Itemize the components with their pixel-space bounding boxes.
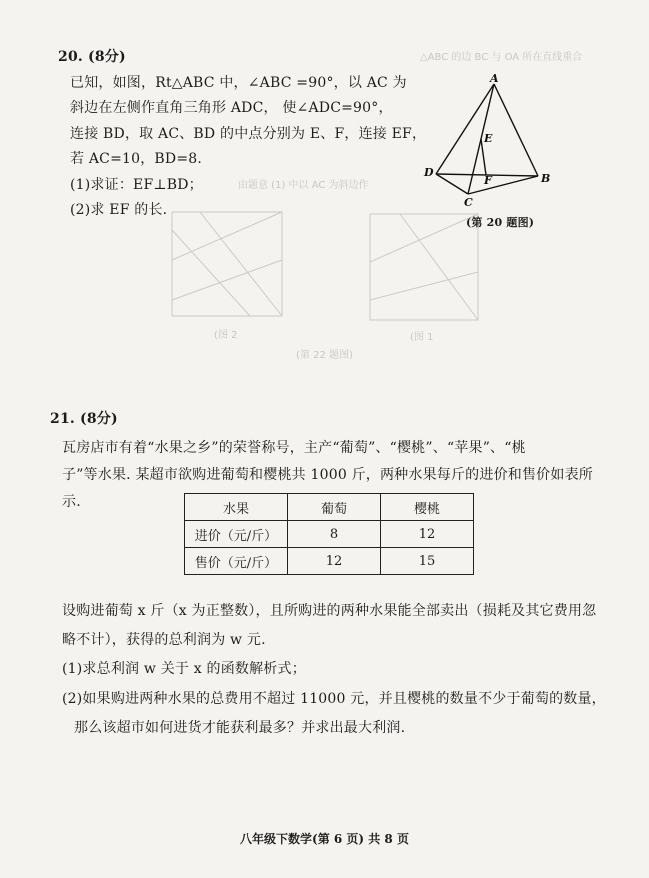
segment-CB (468, 176, 538, 194)
table-header-cell: 葡萄 (288, 494, 381, 521)
table-cell: 15 (381, 548, 474, 575)
q21-body-2: 略不计），获得的总利润为 w 元. (62, 632, 266, 648)
q21-part-1: (1)求总利润 w 关于 x 的函数解析式； (62, 661, 306, 677)
table-row (185, 548, 474, 575)
table-cell: 售价（元/斤） (185, 548, 288, 575)
table-header-row (185, 494, 474, 521)
q20-line-4: 若 AC=10，BD=8. (70, 151, 203, 167)
q20-number: 20. (8分) (58, 49, 126, 65)
q21-intro-2: 子”等水果. 某超市欲购进葡萄和樱桃共 1000 斤，两种水果每斤的进价和售价如表所 (62, 467, 593, 483)
table-cell: 12 (381, 521, 474, 548)
q21-part-2: (2)如果购进两种水果的总费用不超过 11000 元，并且樱桃的数量不少于葡萄的数量， (62, 691, 606, 707)
segment-DC (436, 174, 468, 194)
table-row (185, 521, 474, 548)
label-E: E (484, 132, 493, 145)
svg-text:(图 2: (图 2 (214, 330, 238, 341)
q20-geometry-figure (420, 70, 560, 210)
label-F: F (484, 174, 492, 187)
svg-text:(图 1: (图 1 (410, 332, 434, 343)
q21-number: 21. (8分) (50, 411, 118, 427)
svg-text:由题意 (1) 中以 AC 为斜边作: 由题意 (1) 中以 AC 为斜边作 (238, 180, 369, 191)
label-D: D (424, 166, 434, 179)
segment-AB (494, 84, 538, 176)
price-table (184, 493, 474, 575)
q20-line-2: 斜边在左侧作直角三角形 ADC， 使∠ADC=90°， (70, 100, 393, 116)
label-A: A (490, 72, 499, 85)
q20-part-1: (1)求证：EF⊥BD； (70, 177, 203, 193)
label-B: B (541, 172, 551, 185)
svg-text:△ABC 的边 BC 与 OA 所在直线重合: △ABC 的边 BC 与 OA 所在直线重合 (420, 52, 583, 63)
q21-intro-1: 瓦房店市有着“水果之乡”的荣誉称号，主产“葡萄”、“樱桃”、“苹果”、“桃 (62, 440, 526, 456)
segment-AD (436, 84, 494, 174)
table-header-cell: 水果 (185, 494, 288, 521)
svg-text:(第 22 题图): (第 22 题图) (296, 350, 353, 361)
table-cell: 12 (288, 548, 381, 575)
q21-body-1: 设购进葡萄 x 斤（x 为正整数），且所购进的两种水果能全部卖出（损耗及其它费用忽 (62, 603, 597, 619)
q20-figure-caption: (第 20 题图) (466, 216, 535, 229)
table-cell: 8 (288, 521, 381, 548)
q21-intro-3: 示. (62, 494, 81, 510)
q20-part-2: (2)求 EF 的长. (70, 202, 168, 218)
table-cell: 进价（元/斤） (185, 521, 288, 548)
q21-part-2-cont: 那么该超市如何进货才能获利最多？并求出最大利润. (74, 720, 406, 736)
page-footer: 八年级下数学(第 6 页) 共 8 页 (240, 832, 409, 846)
label-C: C (464, 196, 473, 209)
q20-line-1: 已知，如图，Rt△ABC 中，∠ABC =90°，以 AC 为 (70, 75, 407, 91)
table-header-cell: 樱桃 (381, 494, 474, 521)
q20-line-3: 连接 BD，取 AC、BD 的中点分别为 E、F，连接 EF， (70, 126, 427, 142)
